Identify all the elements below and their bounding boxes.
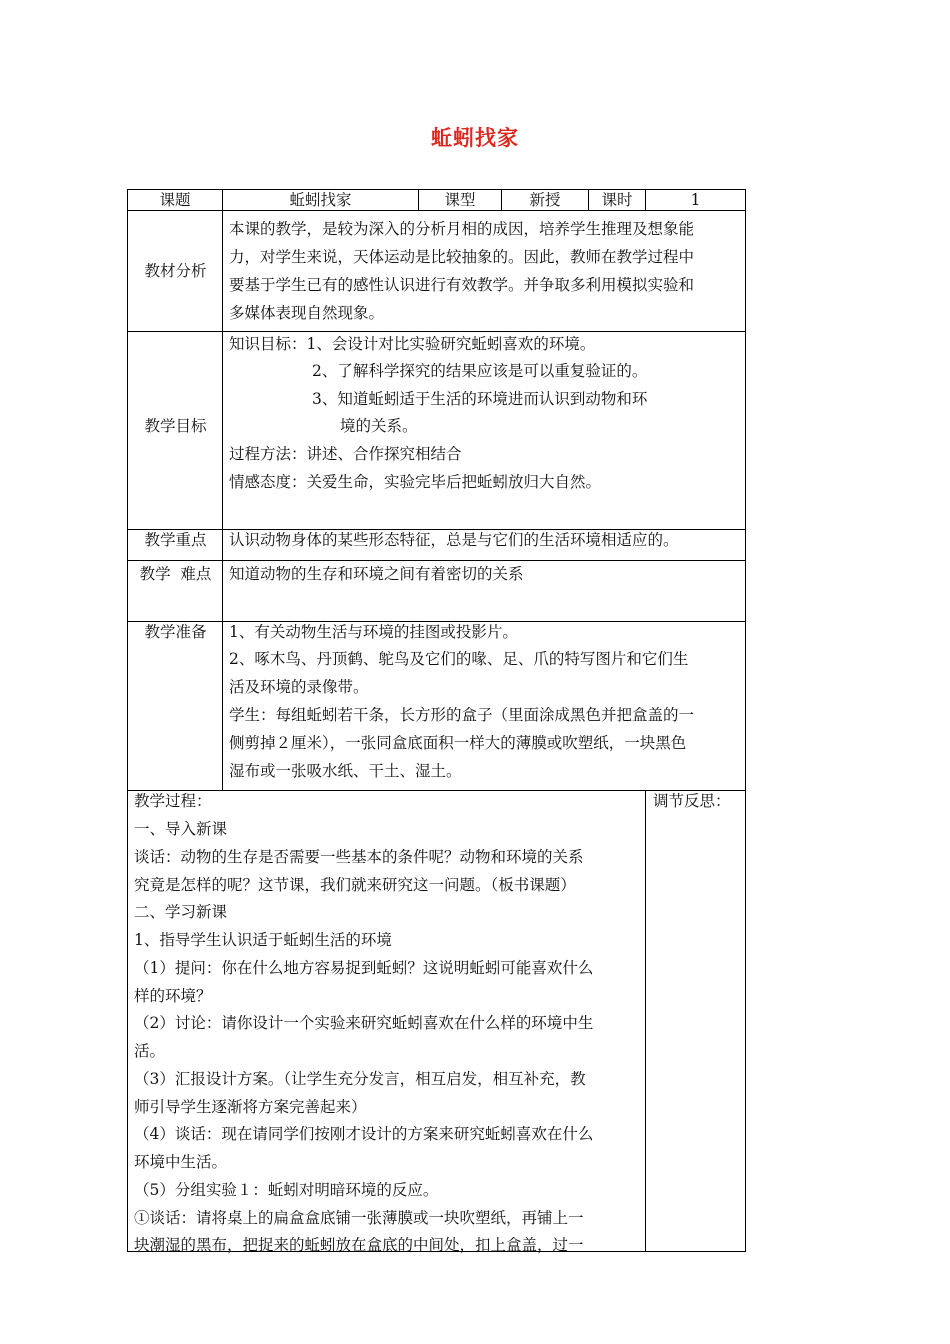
process-line: ①谈话：请将桌上的扁盒盒底铺一张薄膜或一块吹塑纸，再铺上一 (134, 1209, 584, 1227)
preparation-line: 湿布或一张吸水纸、干土、湿土。 (229, 762, 462, 780)
lesson-topic: 蚯蚓找家 (289, 191, 352, 209)
preparation-line: 学生：每组蚯蚓若干条，长方形的盒子（里面涂成黑色并把盒盖的一 (229, 706, 695, 724)
page-title: 蚯蚓找家 (431, 126, 519, 150)
row-divider (127, 560, 746, 561)
preparation-line: 1、有关动物生活与环境的挂图或投影片。 (229, 623, 518, 641)
preparation-line: 活及环境的录像带。 (229, 678, 369, 696)
process-line: （3）汇报设计方案。（让学生充分发言，相互启发，相互补充，教 (134, 1070, 586, 1088)
key-point-text: 认识动物身体的某些形态特征，总是与它们的生活环境相适应的。 (229, 531, 679, 549)
label-goals: 教学目标 (144, 417, 207, 435)
analysis-line: 本课的教学，是较为深入的分析月相的成因，培养学生推理及想象能 (229, 220, 695, 238)
process-line: 活。 (134, 1042, 166, 1060)
analysis-line: 要基于学生已有的感性认识进行有效教学。并争取多利用模拟实验和 (229, 276, 695, 294)
column-divider (645, 790, 646, 1252)
row-divider (127, 210, 746, 211)
reflection-label: 调节反思： (653, 792, 731, 810)
label-preparation: 教学准备 (144, 623, 207, 641)
goal-process: 过程方法：讲述、合作探究相结合 (229, 445, 462, 463)
label-hours: 课时 (601, 191, 633, 209)
label-analysis: 教材分析 (144, 262, 207, 280)
goal-knowledge-2: 2、了解科学探究的结果应该是可以重复验证的。 (312, 362, 648, 380)
goal-emotion: 情感态度：关爱生命，实验完毕后把蚯蚓放归大自然。 (229, 473, 602, 491)
goal-knowledge-3: 3、知道蚯蚓适于生活的环境进而认识到动物和环 (312, 390, 648, 408)
process-line: 究竟是怎样的呢？这节课，我们就来研究这一问题。（板书课题） (134, 876, 576, 894)
table-border-right (745, 189, 746, 1252)
label-difficulty: 教学 难点 (139, 565, 212, 583)
lesson-type: 新授 (529, 191, 561, 209)
process-line: （2）讨论：请你设计一个实验来研究蚯蚓喜欢在什么样的环境中生 (134, 1014, 594, 1032)
process-line: 谈话：动物的生存是否需要一些基本的条件呢？动物和环境的关系 (134, 848, 584, 866)
process-line: 1、指导学生认识适于蚯蚓生活的环境 (134, 931, 392, 949)
process-line: 样的环境？ (134, 987, 212, 1005)
row-divider (127, 331, 746, 332)
label-type: 课型 (444, 191, 476, 209)
goal-knowledge-1: 知识目标：1、会设计对比实验研究蚯蚓喜欢的环境。 (229, 335, 596, 353)
label-key-point: 教学重点 (144, 531, 207, 549)
process-line: 一、导入新课 (134, 820, 228, 838)
process-line: 教学过程： (134, 792, 212, 810)
analysis-line: 多媒体表现自然现象。 (229, 304, 385, 322)
analysis-line: 力，对学生来说，天体运动是比较抽象的。因此，教师在教学过程中 (229, 248, 695, 266)
process-line: 环境中生活。 (134, 1153, 228, 1171)
difficulty-text: 知道动物的生存和环境之间有着密切的关系 (229, 565, 524, 583)
process-line: 块潮湿的黑布，把捉来的蚯蚓放在盒底的中间处，扣上盒盖，过一 (134, 1236, 584, 1254)
process-line: （4）谈话：现在请同学们按刚才设计的方案来研究蚯蚓喜欢在什么 (134, 1125, 594, 1143)
table-border-left (127, 189, 128, 1252)
lesson-hours: 1 (690, 191, 701, 209)
process-line: 二、学习新课 (134, 903, 228, 921)
goal-knowledge-3-cont: 境的关系。 (340, 417, 418, 435)
preparation-line: 2、啄木鸟、丹顶鹤、鸵鸟及它们的喙、足、爪的特写图片和它们生 (229, 650, 689, 668)
process-line: 师引导学生逐渐将方案完善起来） (134, 1098, 367, 1116)
label-topic: 课题 (159, 191, 191, 209)
preparation-line: 侧剪掉２厘米），一张同盒底面积一样大的薄膜或吹塑纸，一块黑色 (229, 734, 687, 752)
process-line: （1）提问：你在什么地方容易捉到蚯蚓？这说明蚯蚓可能喜欢什么 (134, 959, 594, 977)
process-line: （5）分组实验１：蚯蚓对明暗环境的反应。 (134, 1181, 439, 1199)
